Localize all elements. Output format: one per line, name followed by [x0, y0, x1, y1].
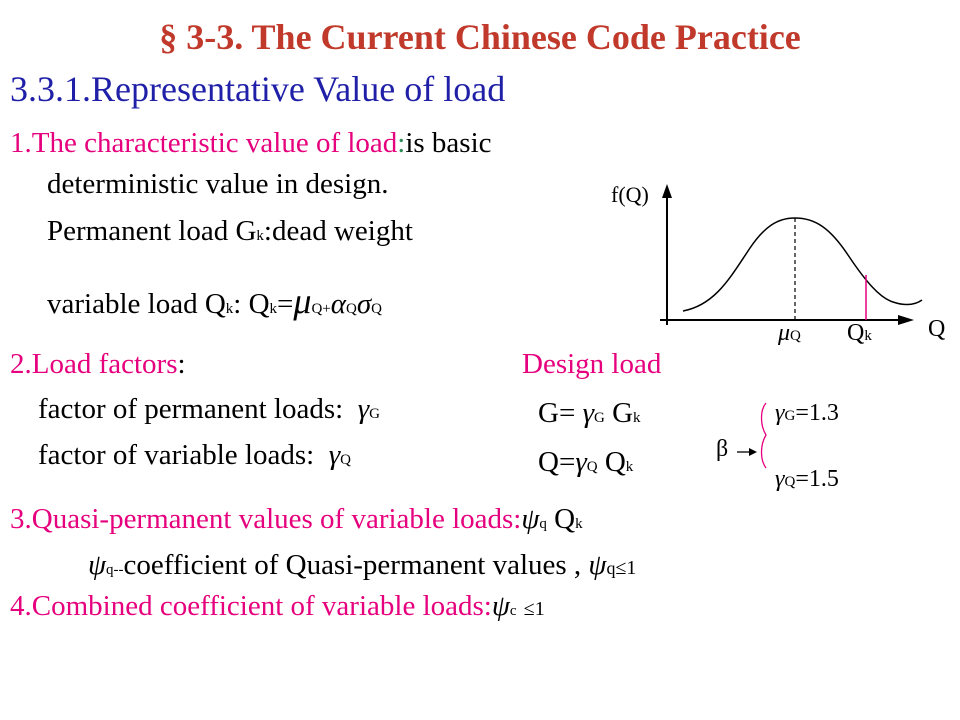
section3-line2-text: coefficient of Quasi-permanent values , [123, 549, 582, 581]
sigma-symbol: σ [356, 288, 372, 320]
graph-x-arrow [898, 315, 914, 325]
q-eq: Q= [538, 446, 576, 478]
design-qk: Q [604, 446, 626, 478]
psi-q-sub: q-- [106, 562, 124, 578]
gamma-q-val: =1.5 [795, 466, 839, 492]
psi-q-sub-2: q [606, 558, 616, 578]
section4-le: ≤1 [523, 598, 545, 620]
graph-x-label: Q [928, 316, 946, 342]
section4-line [10, 590, 545, 623]
beta-symbol: β [716, 436, 729, 462]
psi-sub: q [539, 516, 547, 532]
psi-c-symbol: ψ [491, 590, 510, 622]
section2-heading: 2.Load factors [10, 348, 178, 380]
perm-sub: k [256, 228, 264, 244]
gamma-g-val-sub: G [784, 408, 796, 424]
section3-le: ≤1 [615, 557, 637, 579]
section1-line2: deterministic value in design. [47, 168, 389, 200]
var-colon: : Q [233, 288, 270, 320]
gamma-q-value [775, 466, 839, 493]
graph-qk-label [847, 320, 872, 347]
perm-factor-text: factor of permanent loads: [38, 393, 344, 425]
gamma-q-val-symbol: γ [775, 466, 785, 492]
graph-mu-label [778, 320, 801, 347]
graph-qk: Q [847, 320, 865, 346]
alpha-sub: Q [345, 301, 357, 317]
section3-qk: Q [554, 503, 576, 535]
graph-qk-sub: k [864, 328, 872, 344]
gamma-q-val-sub: Q [784, 474, 796, 490]
design-gk-sub: k [633, 410, 641, 426]
psi-symbol: ψ [521, 503, 540, 535]
design-gamma-g: γ [582, 397, 594, 429]
gamma-q-symbol: γ [328, 439, 341, 471]
gamma-g-val: =1.3 [795, 400, 839, 426]
graph-y-arrow [662, 184, 672, 198]
sigma-sub: Q [371, 301, 382, 317]
section4-heading: 4.Combined coefficient of variable loads: [10, 590, 492, 622]
mu-symbol: μ [293, 281, 312, 321]
mu-sub: Q+ [311, 301, 331, 317]
design-gamma-q: γ [575, 446, 587, 478]
page-title: § 3-3. The Current Chinese Code Practice [159, 17, 801, 57]
var-prefix: variable load Q [47, 288, 226, 320]
gamma-q-sub: Q [340, 452, 351, 468]
beta-arrow-head [749, 448, 757, 456]
section1-heading: 1.The characteristic value of load [10, 127, 398, 159]
permanent-factor-line [38, 393, 380, 426]
design-g-formula [538, 397, 641, 430]
design-g-sub: G [594, 410, 605, 426]
design-q-sub: Q [586, 459, 598, 475]
section3-line2 [88, 549, 636, 582]
design-gk: G [612, 397, 634, 429]
section3-heading: 3.Quasi-permanent values of variable loads: [10, 503, 522, 535]
section2-heading-line [10, 348, 186, 381]
graph-y-label: f(Q) [611, 182, 649, 207]
design-q-formula [538, 446, 633, 479]
section2-colon: : [177, 348, 186, 380]
section-subtitle: 3.3.1.Representative Value of load [10, 69, 506, 109]
section3-line1 [10, 503, 583, 536]
gamma-brace [762, 403, 767, 468]
graph-mu-sub: Q [790, 328, 801, 344]
design-load-heading: Design load [522, 348, 662, 380]
psi-symbol-2: ψ [88, 549, 107, 581]
gamma-g-val-symbol: γ [775, 400, 785, 426]
psi-c-sub: c [509, 603, 517, 619]
variable-factor-line [38, 439, 351, 472]
perm-suffix: :dead weight [263, 215, 413, 247]
var-sub: k [225, 301, 234, 317]
section1-line1-rest: is basic [405, 127, 492, 159]
var-sub2: k [269, 301, 278, 317]
design-qk-sub: k [625, 459, 634, 475]
gamma-g-sub: G [369, 406, 380, 422]
distribution-curve [683, 218, 922, 311]
alpha-symbol: α [330, 288, 346, 320]
graph-mu: μ [778, 320, 791, 346]
var-eq: = [277, 288, 294, 320]
var-factor-text: factor of variable loads: [38, 439, 315, 471]
perm-prefix: Permanent load G [47, 215, 257, 247]
psi-symbol-3: ψ [588, 549, 607, 581]
section3-qk-sub: k [575, 516, 583, 532]
gamma-g-symbol: γ [357, 393, 370, 425]
section1-colon: : [397, 127, 406, 159]
gamma-g-value [775, 400, 839, 427]
g-eq: G= [538, 397, 576, 429]
